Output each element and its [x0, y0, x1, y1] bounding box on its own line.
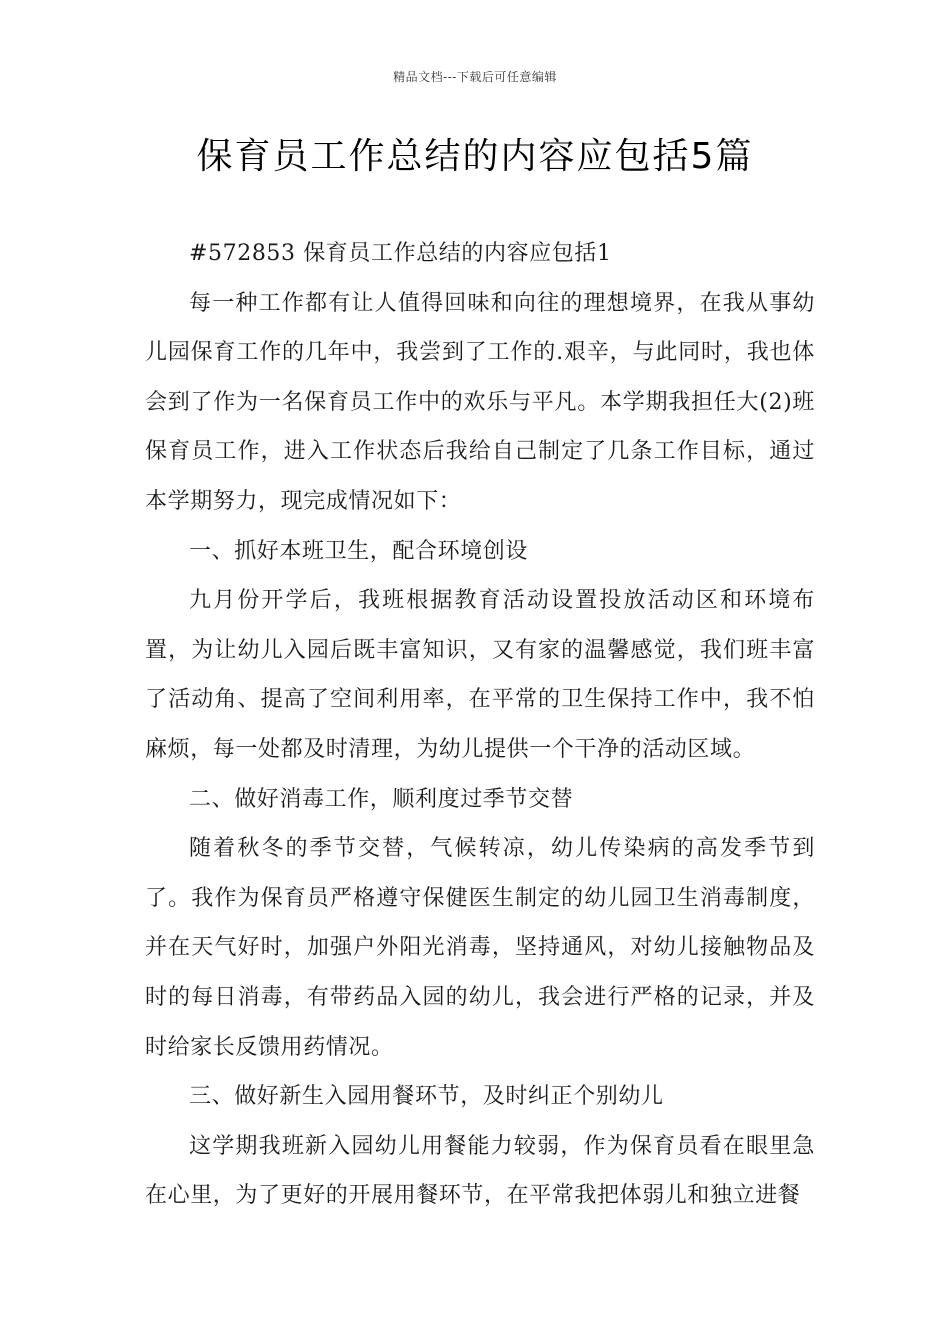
- section-heading-3: 三、做好新生入园用餐环节，及时纠正个别幼儿: [189, 1084, 664, 1110]
- document-body: [145, 229, 815, 1221]
- paragraph-section-1: 九月份开学后，我班根据教育活动设置投放活动区和环境布置，为让幼儿入园后既丰富知识，又有家的温馨感觉，我们班丰富了活动角、提高了空间利用率，在平常的卫生保持工作中，我不怕麻烦，每一处都及时清理，为幼儿提供一个干净的活动区域。: [145, 588, 815, 762]
- header-note: 精品文档---下载后可任意编辑: [393, 70, 557, 84]
- paragraph-section-2: 随着秋冬的季节交替，气候转凉，幼儿传染病的高发季节到了。我作为保育员严格遵守保健医生制定的幼儿园卫生消毒制度，并在天气好时，加强户外阳光消毒，坚持通风，对幼儿接触物品及时的每日消毒，有带药品入园的幼儿，我会进行严格的记录，并及时给家长反馈用药情况。: [145, 836, 815, 1060]
- section-heading-1: 一、抓好本班卫生，配合环境创设: [189, 538, 529, 564]
- paragraph-section-3: 这学期我班新入园幼儿用餐能力较弱，作为保育员看在眼里急在心里，为了更好的开展用餐环节，在平常我把体弱儿和独立进餐: [145, 1133, 815, 1209]
- section-heading-2: 二、做好消毒工作，顺利度过季节交替: [189, 786, 574, 812]
- document-title: 保育员工作总结的内容应包括5篇: [196, 136, 754, 177]
- paragraph-intro: 每一种工作都有让人值得回味和向往的理想境界，在我从事幼儿园保育工作的几年中，我尝到了工作的.艰辛，与此同时，我也体会到了作为一名保育员工作中的欢乐与平凡。本学期我担任大(2)班保育员工作，进入工作状态后我给自己制定了几条工作目标，通过本学期努力，现完成情况如下：: [145, 290, 815, 514]
- paragraph-doc-id: #572853 保育员工作总结的内容应包括1: [189, 241, 612, 266]
